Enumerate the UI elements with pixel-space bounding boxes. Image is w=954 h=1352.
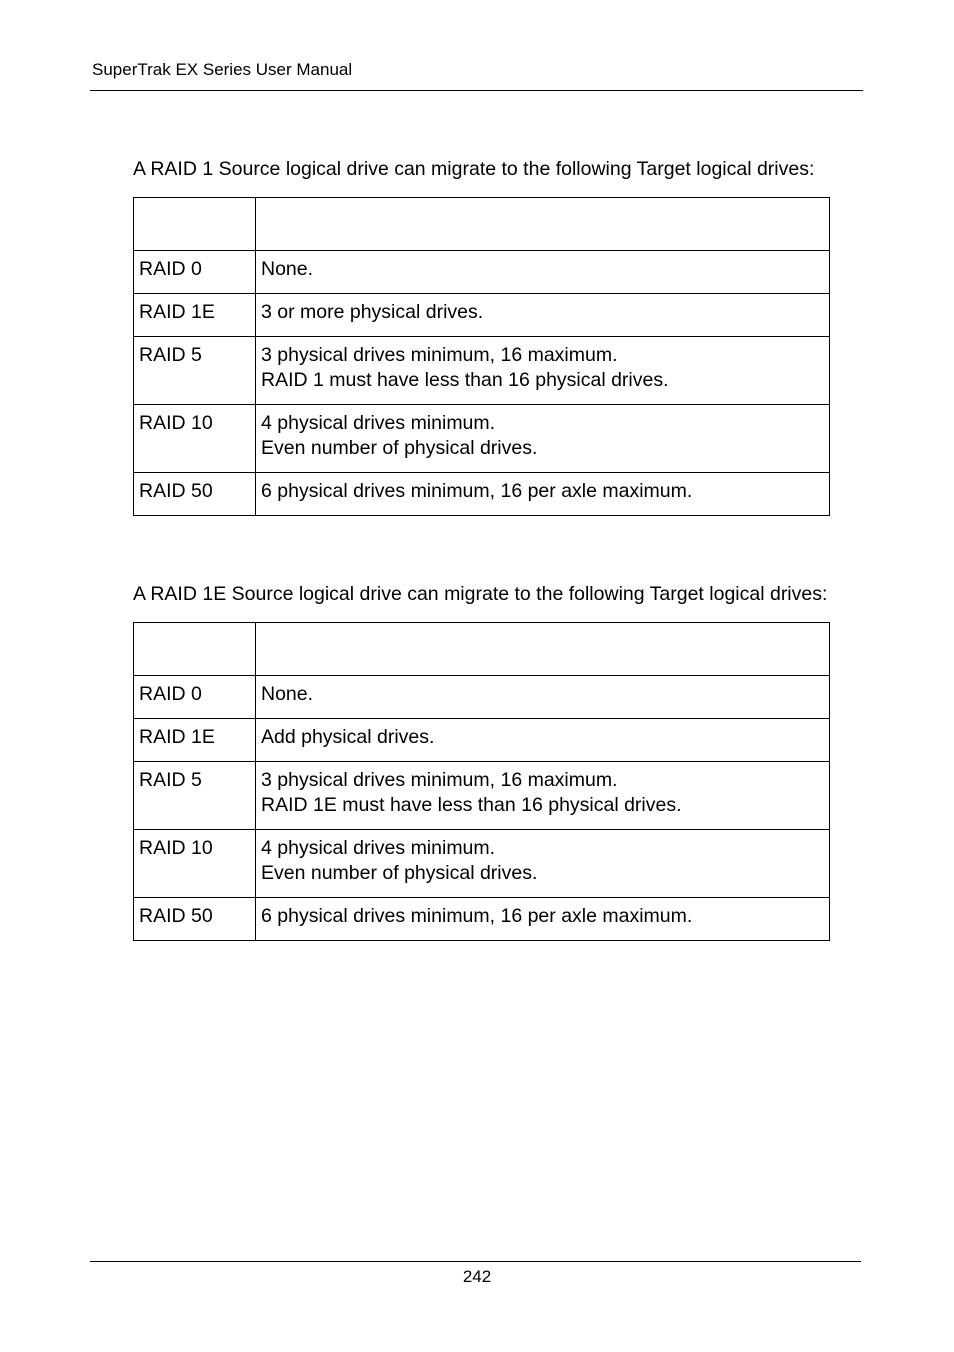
requirement-line: RAID 1E must have less than 16 physical drives. [261, 794, 682, 816]
header-divider [90, 90, 863, 91]
table-header-row [134, 198, 830, 251]
table-row [134, 719, 830, 762]
table-row [134, 337, 830, 405]
requirements-cell [256, 898, 830, 941]
requirement-line: Even number of physical drives. [261, 437, 538, 459]
table-header-cell-requirements [256, 623, 830, 676]
requirements-cell [256, 251, 830, 294]
requirements-cell [256, 473, 830, 516]
requirement-line: 4 physical drives minimum. [261, 412, 496, 434]
requirement-line: Even number of physical drives. [261, 862, 538, 884]
raid-level-cell: RAID 0 [134, 676, 256, 719]
requirements-cell [256, 337, 830, 405]
requirement-line: None. [261, 258, 314, 280]
table-row [134, 294, 830, 337]
requirement-line: 3 physical drives minimum, 16 maximum. [261, 344, 618, 366]
raid1e-intro-text: A RAID 1E Source logical drive can migrate to the following Target logical drives: [133, 583, 828, 605]
table-header-row [134, 623, 830, 676]
raid-level-cell: RAID 1E [134, 294, 256, 337]
requirements-cell [256, 676, 830, 719]
raid-level-cell: RAID 5 [134, 762, 256, 830]
raid1-migration-table [133, 197, 830, 516]
requirements-cell [256, 830, 830, 898]
requirements-cell [256, 294, 830, 337]
running-header: SuperTrak EX Series User Manual [92, 60, 353, 79]
requirement-line: 6 physical drives minimum, 16 per axle maximum. [261, 905, 693, 927]
table-row [134, 251, 830, 294]
table-header-cell-target [134, 198, 256, 251]
raid1-intro-text: A RAID 1 Source logical drive can migrate to the following Target logical drives: [133, 158, 815, 180]
table-row [134, 830, 830, 898]
requirement-line: 4 physical drives minimum. [261, 837, 496, 859]
requirement-line: 3 or more physical drives. [261, 301, 484, 323]
raid-level-cell: RAID 50 [134, 898, 256, 941]
table-header-cell-requirements [256, 198, 830, 251]
table-row [134, 898, 830, 941]
table-row [134, 405, 830, 473]
raid-level-cell: RAID 10 [134, 405, 256, 473]
raid-level-cell: RAID 1E [134, 719, 256, 762]
table-row [134, 676, 830, 719]
requirements-cell [256, 762, 830, 830]
table-header-cell-target [134, 623, 256, 676]
requirements-cell [256, 405, 830, 473]
table-row [134, 473, 830, 516]
raid1e-migration-table [133, 622, 830, 941]
table-row [134, 762, 830, 830]
footer-divider [90, 1261, 861, 1262]
requirement-line: Add physical drives. [261, 726, 435, 748]
raid-level-cell: RAID 50 [134, 473, 256, 516]
raid-level-cell: RAID 5 [134, 337, 256, 405]
requirement-line: RAID 1 must have less than 16 physical drives. [261, 369, 669, 391]
requirement-line: 6 physical drives minimum, 16 per axle maximum. [261, 480, 693, 502]
requirement-line: None. [261, 683, 314, 705]
requirement-line: 3 physical drives minimum, 16 maximum. [261, 769, 618, 791]
page-number: 242 [462, 1267, 492, 1286]
raid-level-cell: RAID 0 [134, 251, 256, 294]
requirements-cell [256, 719, 830, 762]
raid-level-cell: RAID 10 [134, 830, 256, 898]
